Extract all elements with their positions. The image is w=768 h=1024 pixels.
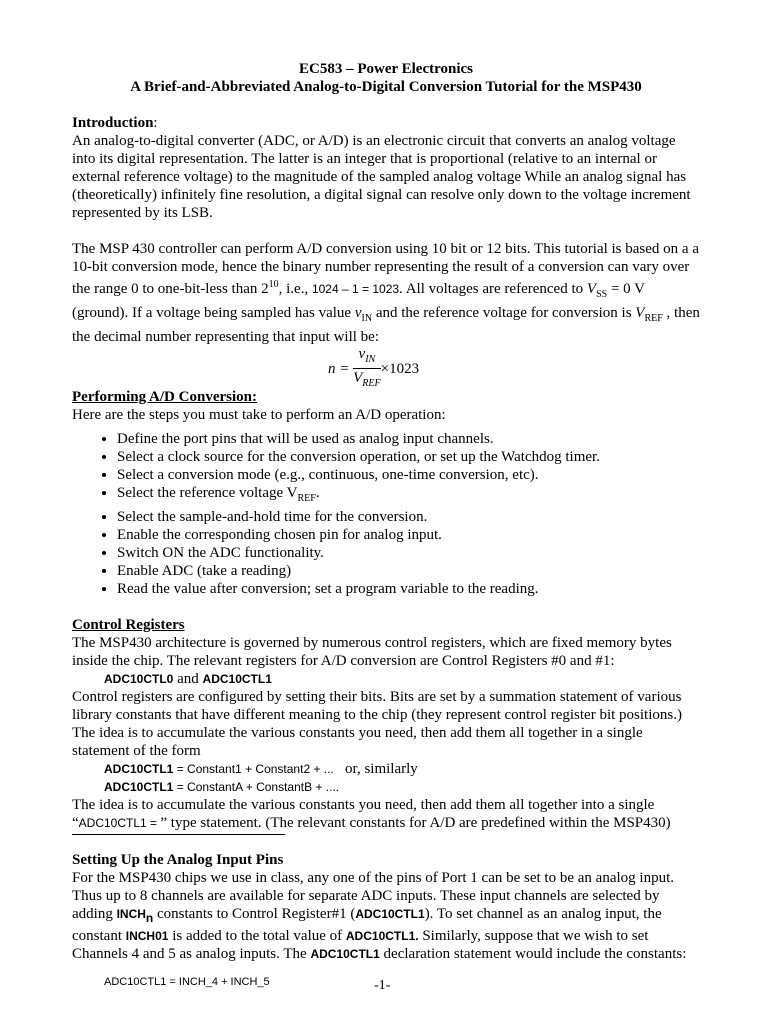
page-number: -1-	[374, 978, 391, 993]
pins-section	[72, 851, 700, 991]
intro-section: Introduction: An analog-to-digital converter (ADC, or A/D) is an electronic circuit that converts an analog voltage into its digital representation. The latter is an integer that is proportional (relative to an internal or external reference voltage) to the magnitude of the sampled analog voltage While an analog signal has (theoretically) infinitely fine resolution, a digital signal can resolve only down to the voltage increment represented by its LSB.	[72, 114, 700, 222]
control-paragraph-1: The MSP430 architecture is governed by numerous control registers, which are fixed memory bytes inside the chip. The relevant registers for A/D conversion are Control Registers #0 and #1:	[72, 635, 672, 669]
list-item: • Read the value after conversion; set a program variable to the reading.	[117, 580, 700, 598]
control-paragraph-2: Control registers are configured by setting their bits. Bits are set by a summation statement of various library constants that have different meaning to the chip (they represent control register bit positions.) The idea is to accumulate the various constants you need, then add them all together in a single statement of the form	[72, 689, 682, 759]
intro-paragraph: An analog-to-digital converter (ADC, or A/D) is an electronic circuit that converts an analog voltage into its digital representation. The latter is an integer that is proportional (relative to an internal or external reference voltage) to the magnitude of the sampled analog voltage While an analog signal has (theoretically) infinitely fine resolution, a digital signal can resolve only down to the voltage increment represented by its LSB.	[72, 133, 691, 221]
list-item: • Select the sample-and-hold time for the conversion.	[117, 508, 700, 526]
conversion-steps	[72, 430, 700, 598]
list-item: • Switch ON the ADC functionality.	[117, 544, 700, 562]
conversion-heading: Performing A/D Conversion:	[72, 389, 257, 405]
code-line-3: ADC10CTL1 = INCH_4 + INCH_5	[104, 976, 270, 988]
list-item: • Enable ADC (take a reading)	[117, 562, 700, 580]
intro-paragraph-2: The MSP 430 controller can perform A/D conversion using 10 bit or 12 bits. This tutorial is based on a a 10-bit conversion mode, hence the binary number representing the result of a conversion can vary over the range 0 to one-bit-less than $2^{10}$, i.e., 1024 – 1 = 1023. All voltages are referenced to $V_{SS} = 0$ V (ground). If a voltage being sampled has value $v_{IN}$ and the reference voltage for conversion is $V_{REF}$ , then the decimal number representing that input will be:	[72, 241, 700, 345]
conversion-formula: n = $\frac{v_{IN}}{V_{REF}}$ ×1023	[328, 346, 420, 389]
pins-heading: Setting Up the Analog Input Pins	[72, 852, 284, 868]
register-names: ADC10CTL0 and ADC10CTL1	[104, 671, 272, 687]
document-subtitle: A Brief-and-Abbreviated Analog-to-Digital Conversion Tutorial for the MSP430	[130, 79, 642, 95]
code-line-1: ADC10CTL1 = Constant1 + Constant2 + ... or, similarly	[104, 761, 418, 777]
course-title: EC583 – Power Electronics	[298, 61, 473, 77]
code-line-2: ADC10CTL1 = ConstantA + ConstantB + ....	[104, 780, 340, 794]
list-item: • Select a conversion mode (e.g., continuous, one-time conversion, etc).	[117, 466, 700, 484]
conversion-section	[72, 388, 700, 598]
document-page	[72, 60, 700, 991]
list-item: • Select a clock source for the conversion operation, or set up the Watchdog timer.	[117, 448, 700, 466]
control-paragraph-3: The idea is to accumulate the various constants you need, then add them all together into a single “ADC10CTL1 = ” type statement. (The relevant constants for A/D are predefined within the MSP430)	[72, 797, 671, 831]
control-section	[72, 616, 700, 835]
pins-paragraph: For the MSP430 chips we use in class, any one of the pins of Port 1 can be set to be an analog input. Thus up to 8 channels are available for separate ADC inputs. These input channels are selected by adding $INCH_n$ constants to Control Register#1 (ADC10CTL1). To set channel as an analog input, the constant INCH01 is added to the total value of ADC10CTL1. Similarly, suppose that we wish to set Channels 4 and 5 as analog inputs. The ADC10CTL1 declaration statement would include the constants:	[72, 870, 687, 962]
list-item: • Define the port pins that will be used as analog input channels.	[117, 430, 700, 448]
conversion-lead: Here are the steps you must take to perform an A/D operation:	[72, 407, 446, 423]
intro-heading: Introduction	[72, 115, 154, 131]
section-divider	[72, 834, 285, 835]
list-item: • Enable the corresponding chosen pin for analog input.	[117, 526, 700, 544]
control-heading: Control Registers	[72, 617, 185, 633]
list-item: • Select the reference voltage $V_{REF}$.	[117, 484, 700, 508]
